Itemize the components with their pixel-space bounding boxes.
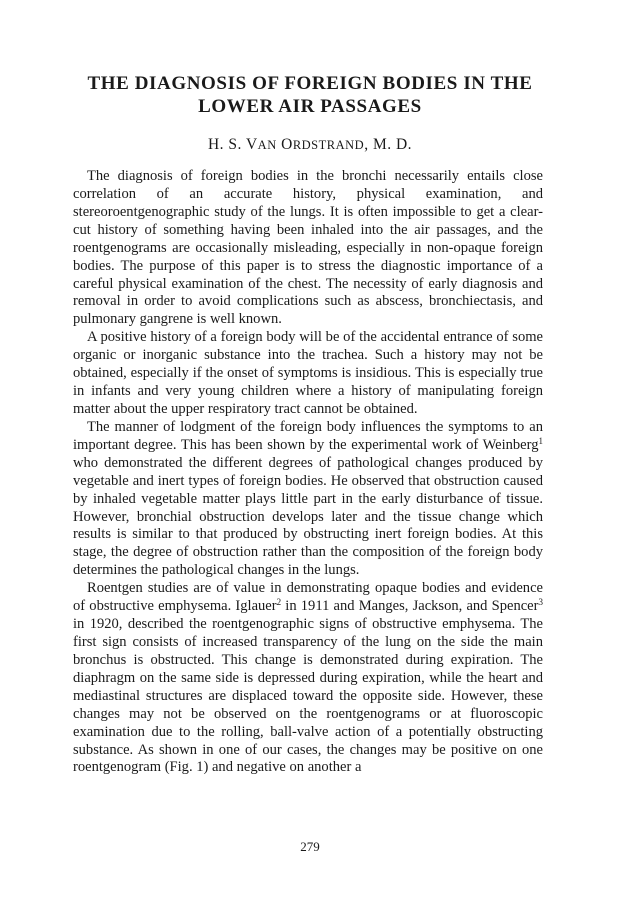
author-smallcaps-2: RDSTRAND: [292, 138, 365, 152]
author-smallcaps-1: AN: [257, 138, 277, 152]
author-prefix: H. S. V: [207, 136, 258, 153]
author-suffix: , M. D.: [364, 136, 413, 153]
article-title-line-1: THE DIAGNOSIS OF FOREIGN BODIES IN THE: [87, 73, 533, 94]
paragraph-4-text-a: Roentgen studies are of value in demonstrating opaque bodies and evidence of obstructive emphysema. Iglauer: [73, 580, 543, 615]
paragraph-3-text-a: The manner of lodgment of the foreign body influences the symptoms to an important degree. This has been shown by the experimental work of Weinberg: [73, 418, 543, 453]
article-body: [73, 168, 543, 777]
page-number: 279: [300, 839, 320, 854]
paragraph-1: The diagnosis of foreign bodies in the bronchi necessarily entails close correlation of an accurate history, physical examination, and stereoroentgenographic study of the lungs. It is often impossible to get a clear-cut history of something having been inhaled into the air passages, and the roentgenograms are occasionally misleading, especially in non-opaque foreign bodies. The purpose of this paper is to stress the diagnostic importance of a careful physical examination of the chest. The necessity of early diagnosis and removal in order to avoid complications such as abscess, bronchiectasis, and pulmonary gangrene is well known.: [73, 168, 543, 328]
paragraph-3: [73, 419, 543, 580]
footnote-ref-3[interactable]: 3: [538, 597, 543, 608]
footnote-ref-2[interactable]: 2: [276, 597, 282, 608]
author-byline: [0, 136, 620, 154]
paragraph-4: [73, 580, 543, 777]
author-middle: O: [276, 136, 293, 153]
paragraph-2: A positive history of a foreign body will be of the accidental entrance of some organic or inorganic substance into the trachea. Such a history may not be obtained, especially if the onset of symptoms is insidious. This is especially true in infants and very young children where a history of manipulating foreign matter about the upper respiratory tract cannot be obtained.: [73, 329, 543, 417]
paragraph-3-text-b: who demonstrated the different degrees of pathological changes produced by vegetable and inert types of foreign bodies. He observed that obstruction caused by inhaled vegetable matter plays little part in the early disturbance of tissue. However, bronchial obstruction develops later and the tissue change which results is similar to that produced by obstructing inert foreign bodies. At this stage, the degree of obstruction rather than the composition of the foreign body determines the pathological changes in the lungs.: [73, 454, 543, 579]
paragraph-4-text-b: in 1911 and Manges, Jackson, and Spencer: [281, 598, 539, 615]
article-title-line-2: LOWER AIR PASSAGES: [198, 96, 422, 117]
footnote-ref-1[interactable]: 1: [538, 435, 543, 446]
paragraph-4-text-c: in 1920, described the roentgenographic signs of obstructive emphysema. The first sign consists of increased transparency of the lung on the side the main bronchus is obstructed. This change is demonstrated during expiration. The diaphragm on the same side is depressed during expiration, while the heart and mediastinal structures are displaced toward the opposite side. However, these changes may not be observed on the roentgenograms or at fluoroscopic examination due to the rolling, ball-valve action of a potentially obstructing substance. As shown in one of our cases, the changes may be positive on one roentgenogram (Fig. 1) and negative on another a: [73, 616, 543, 776]
